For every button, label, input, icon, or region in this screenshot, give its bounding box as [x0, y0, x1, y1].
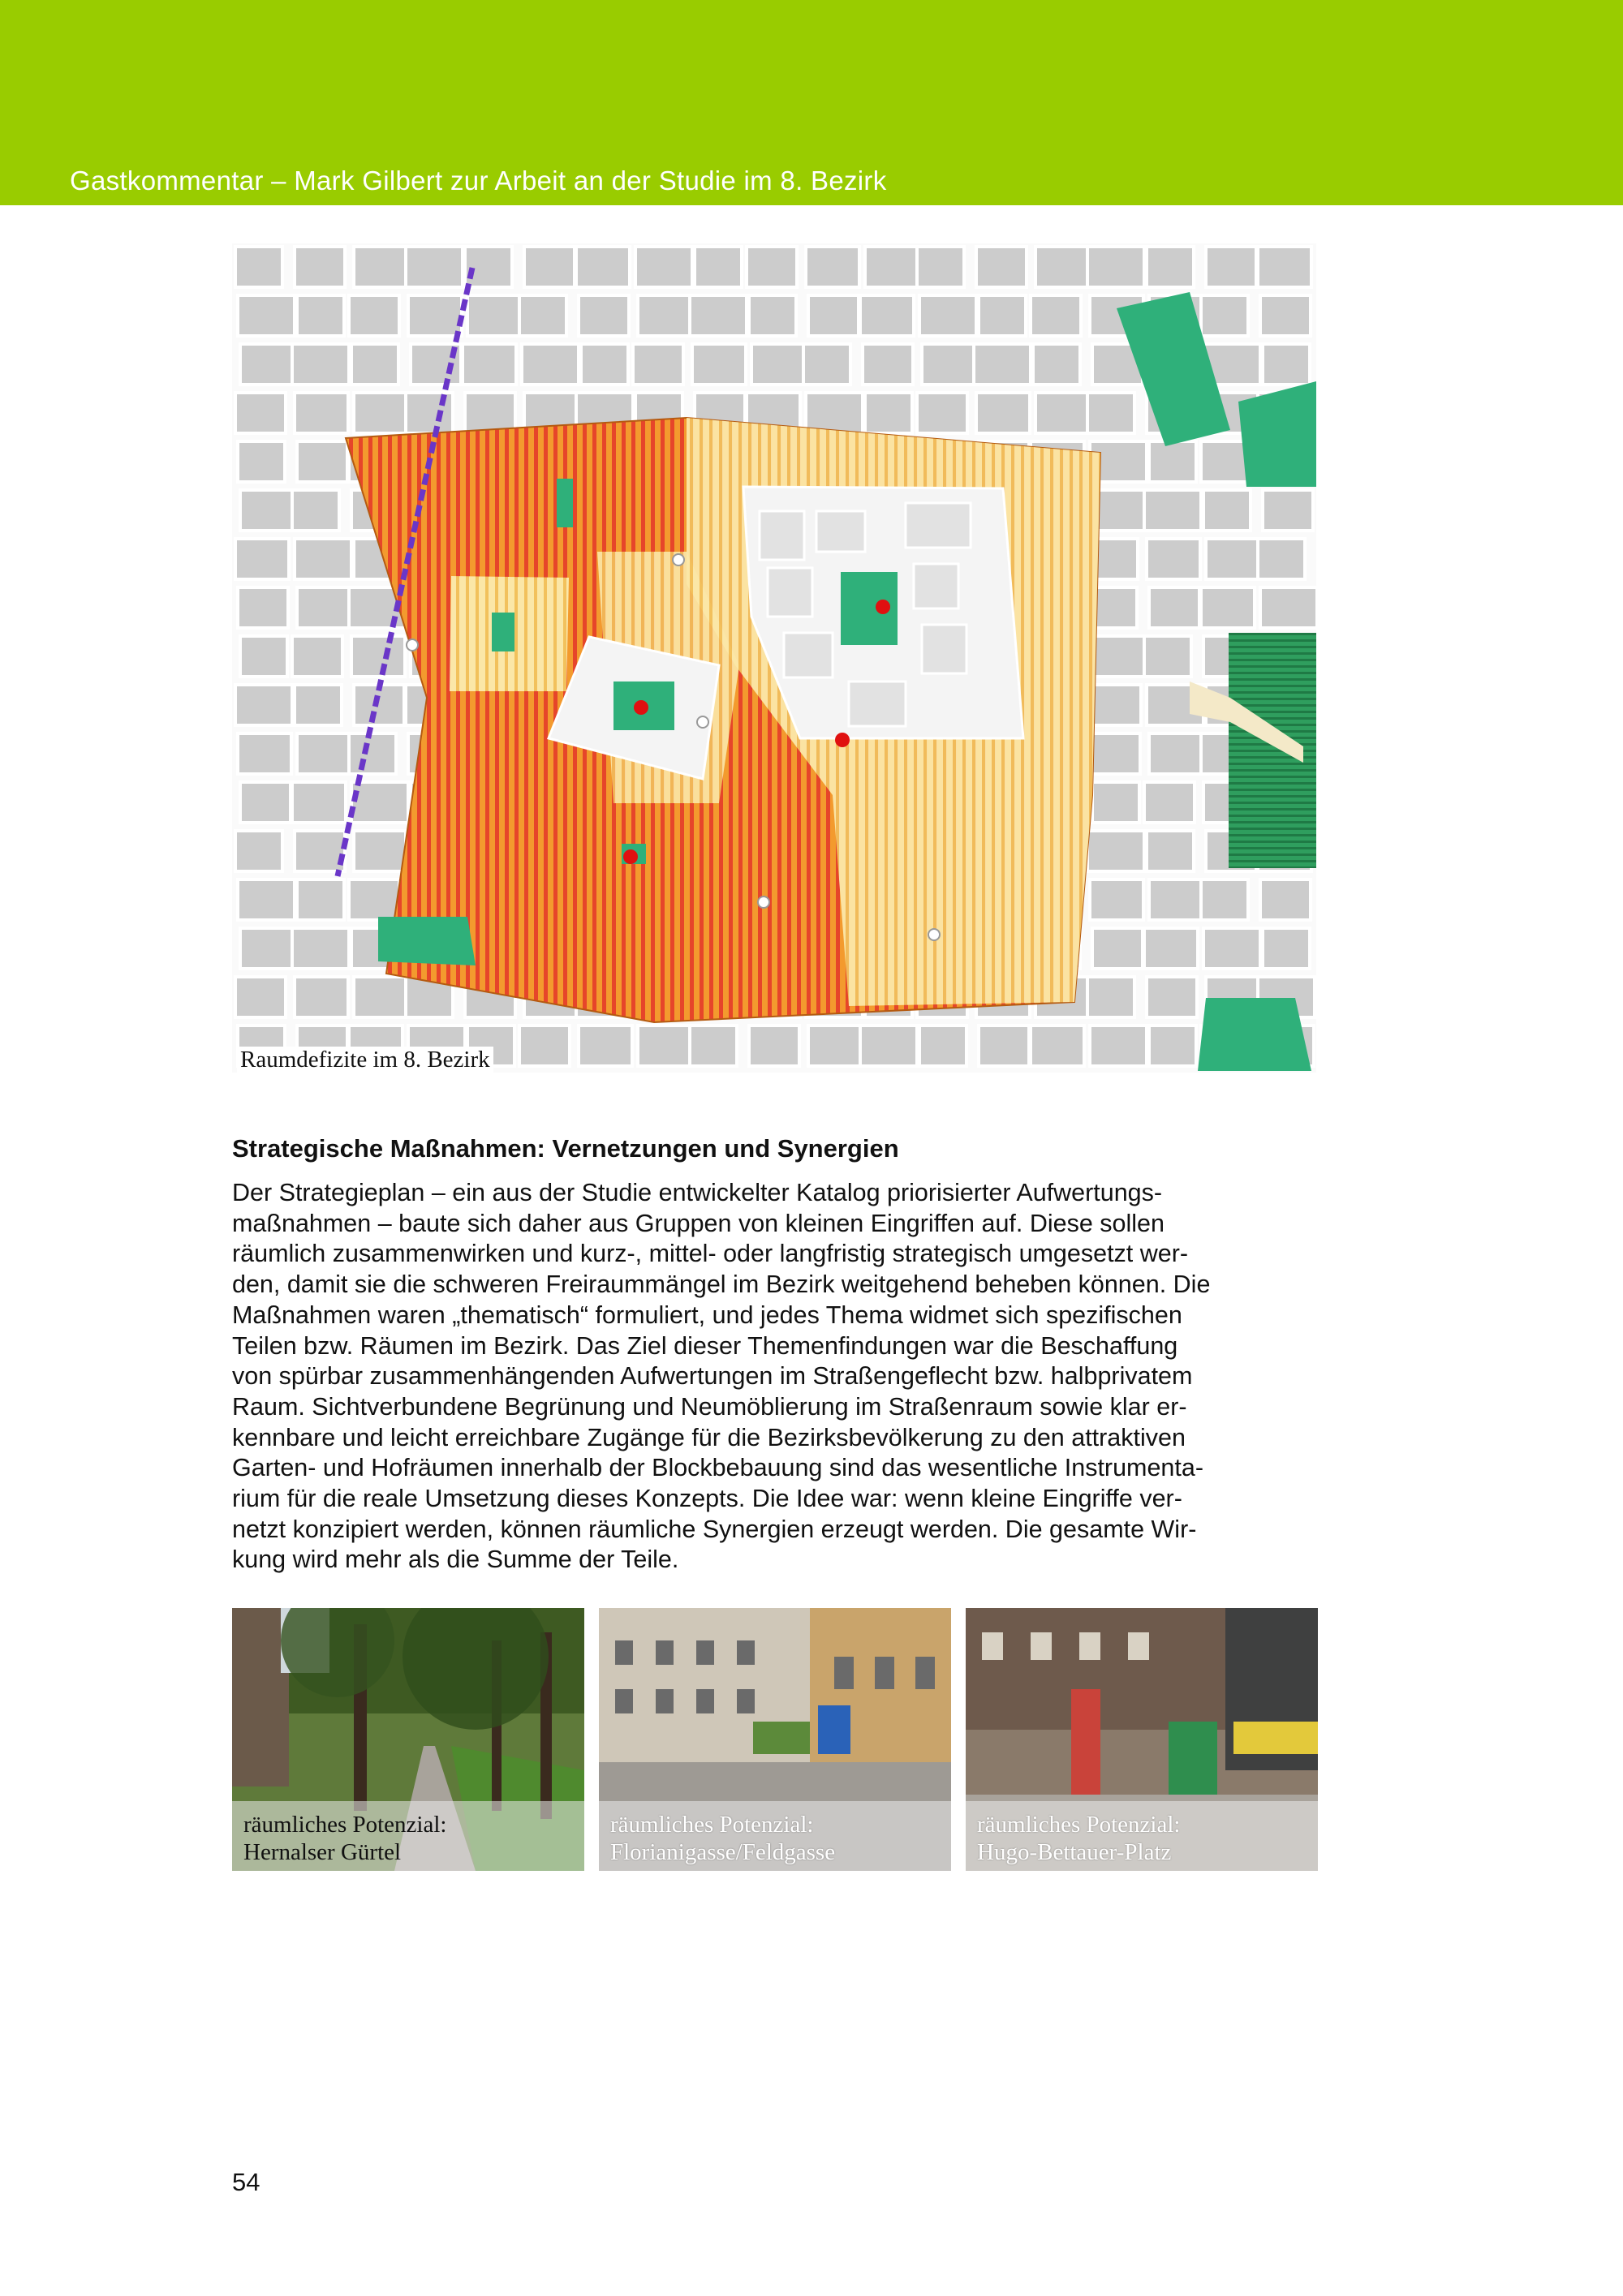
city-block — [1147, 247, 1194, 287]
city-block — [1092, 782, 1139, 823]
city-block — [295, 539, 351, 579]
city-block — [522, 344, 579, 385]
city-block — [976, 393, 1030, 433]
caption-line: räumliches Potenzial: — [243, 1812, 447, 1838]
body-line: Raum. Sichtverbundene Begrünung und Neumöblierung im Straßenraum sowie klar er- — [232, 1392, 1187, 1421]
body-line: Teilen bzw. Räumen im Bezirk. Das Ziel dieser Themenfindungen war die Beschaffung — [232, 1331, 1178, 1360]
caption-line: räumliches Potenzial: — [610, 1812, 814, 1838]
city-block — [1263, 490, 1313, 531]
city-block — [749, 1025, 799, 1066]
city-block — [1203, 490, 1251, 531]
caption-line: Florianigasse/Feldgasse — [610, 1839, 836, 1865]
city-block — [579, 1025, 632, 1066]
city-block — [463, 344, 516, 385]
city-block — [465, 393, 515, 433]
city-block — [235, 831, 282, 871]
city-block — [974, 344, 1031, 385]
city-block — [581, 344, 628, 385]
city-block — [297, 733, 354, 774]
city-block — [238, 441, 285, 482]
body-line: von spürbar zusammenhängenden Aufwertungen im Straßengeflecht bzw. halbprivatem — [232, 1362, 1193, 1391]
city-block — [860, 1025, 917, 1066]
city-block — [235, 539, 289, 579]
city-block — [297, 587, 351, 628]
city-block — [295, 393, 348, 433]
city-block — [751, 344, 808, 385]
city-block — [1147, 539, 1200, 579]
city-block — [351, 636, 405, 677]
city-block — [633, 344, 683, 385]
city-block — [638, 295, 691, 336]
city-block — [240, 344, 294, 385]
photo-caption — [966, 1801, 1318, 1871]
body-line: kung wird mehr als die Summe der Teile. — [232, 1546, 679, 1574]
city-block — [695, 247, 742, 287]
page-header-bar — [0, 0, 1623, 205]
city-block — [465, 247, 512, 287]
city-block — [295, 831, 345, 871]
city-block — [297, 879, 344, 920]
city-block — [238, 295, 295, 336]
city-block — [635, 247, 692, 287]
caption-line: Hugo-Bettauer-Platz — [977, 1839, 1172, 1865]
city-block — [919, 295, 976, 336]
city-block — [638, 1025, 695, 1066]
city-block — [1201, 587, 1255, 628]
city-block — [354, 977, 411, 1017]
city-block — [235, 685, 292, 725]
body-line: räumlich zusammenwirken und kurz-, mittel- oder langfristig strategisch umgesetzt wer- — [232, 1240, 1189, 1268]
body-line: netzt konzipiert werden, können räumliche Synergien erzeugt werden. Die gesamte Wir- — [232, 1515, 1197, 1543]
city-block — [1144, 782, 1195, 823]
city-block — [297, 295, 344, 336]
city-block — [1033, 344, 1080, 385]
city-block — [297, 441, 347, 482]
photo-hernalser-guertel — [232, 1608, 584, 1871]
city-block — [922, 344, 975, 385]
city-block — [979, 295, 1026, 336]
city-block — [519, 1025, 570, 1066]
city-block — [690, 1025, 737, 1066]
city-block — [749, 295, 796, 336]
city-block — [1144, 636, 1191, 677]
photo-caption — [599, 1801, 951, 1871]
city-block — [865, 393, 912, 433]
city-block — [354, 685, 404, 725]
city-block — [1087, 247, 1144, 287]
city-block — [1149, 441, 1196, 482]
body-line: maßnahmen – baute sich daher aus Gruppen von kleinen Eingriffen auf. Diese sollen — [232, 1209, 1165, 1237]
city-block — [917, 247, 964, 287]
city-block — [240, 490, 297, 531]
city-block — [1206, 247, 1256, 287]
city-block — [349, 879, 399, 920]
city-block — [1092, 636, 1149, 677]
city-block — [917, 393, 967, 433]
city-block — [295, 685, 342, 725]
city-block — [1263, 344, 1310, 385]
city-block — [1201, 295, 1248, 336]
photo-caption — [232, 1801, 584, 1871]
header-title: Gastkommentar – Mark Gilbert zur Arbeit an der Studie im 8. Bezirk — [70, 166, 887, 196]
city-block — [351, 782, 408, 823]
city-block — [1206, 539, 1263, 579]
city-block — [808, 295, 859, 336]
city-block — [408, 295, 462, 336]
city-block — [238, 733, 291, 774]
caption-line: Hernalser Gürtel — [243, 1839, 402, 1865]
photo-hugo-bettauer-platz — [966, 1608, 1318, 1871]
city-block — [1087, 393, 1134, 433]
body-line: Der Strategieplan – ein aus der Studie entwickelter Katalog priorisierter Aufwertungs- — [232, 1179, 1163, 1206]
body-line: den, damit sie die schweren Freiraummängel im Bezirk weitgehend beheben können. Die — [232, 1271, 1211, 1299]
city-block — [519, 295, 566, 336]
city-block — [235, 247, 282, 287]
city-block — [354, 831, 407, 871]
city-block — [576, 247, 630, 287]
city-block — [240, 782, 291, 823]
city-block — [863, 344, 913, 385]
city-block — [354, 393, 411, 433]
city-block — [406, 247, 463, 287]
city-block — [295, 247, 345, 287]
city-block — [467, 295, 524, 336]
city-block — [690, 295, 747, 336]
city-block — [240, 928, 294, 969]
city-block — [235, 393, 286, 433]
city-block — [747, 247, 797, 287]
body-line: Garten- und Hofräumen innerhalb der Blockbebauung sind das wesentliche Instrumenta- — [232, 1454, 1203, 1482]
city-block — [860, 295, 914, 336]
map-caption: Raumdefizite im 8. Bezirk — [237, 1047, 493, 1073]
caption-line: räumliches Potenzial: — [977, 1812, 1181, 1838]
city-block — [238, 879, 295, 920]
city-block — [292, 636, 342, 677]
city-block — [292, 344, 349, 385]
city-block — [1258, 247, 1311, 287]
photo-florianigasse — [599, 1608, 951, 1871]
city-block — [865, 247, 922, 287]
city-block — [579, 295, 629, 336]
city-block — [1031, 295, 1081, 336]
city-block — [292, 928, 349, 969]
city-block — [808, 1025, 862, 1066]
city-block — [292, 490, 339, 531]
body-line: kennbare und leicht erreichbare Zugänge für die Bezirksbevölkerung zu den attraktiven — [232, 1423, 1186, 1451]
city-block — [349, 295, 399, 336]
section-heading: Strategische Maßnahmen: Vernetzungen und Synergien — [232, 1134, 899, 1163]
city-block — [1035, 247, 1089, 287]
article-body — [232, 1178, 1316, 1576]
city-block — [919, 1025, 966, 1066]
page-number: 54 — [232, 2168, 260, 2196]
city-block — [1258, 539, 1305, 579]
city-block — [1035, 393, 1092, 433]
district-map — [232, 243, 1316, 1073]
city-block — [1260, 295, 1311, 336]
city-block — [240, 636, 287, 677]
city-block — [806, 393, 863, 433]
city-block — [806, 247, 859, 287]
city-block — [803, 344, 850, 385]
city-block — [1260, 587, 1316, 628]
city-block — [1092, 490, 1146, 531]
city-block — [351, 344, 398, 385]
city-block — [524, 247, 575, 287]
city-block — [1090, 733, 1140, 774]
city-block — [1144, 490, 1201, 531]
city-block — [1149, 587, 1199, 628]
city-block — [692, 344, 746, 385]
city-block — [238, 587, 288, 628]
city-block — [349, 733, 396, 774]
city-block — [1149, 733, 1203, 774]
body-line: Maßnahmen waren „thematisch“ formuliert, und jedes Thema widmet sich spezifischen — [232, 1301, 1182, 1329]
city-block — [292, 782, 346, 823]
city-block — [295, 977, 348, 1017]
city-block — [976, 247, 1027, 287]
city-block — [354, 247, 407, 287]
body-line: rium für die reale Umsetzung dieses Konzepts. Die Idee war: wenn kleine Eingriffe ver- — [232, 1485, 1182, 1513]
city-block — [235, 977, 286, 1017]
